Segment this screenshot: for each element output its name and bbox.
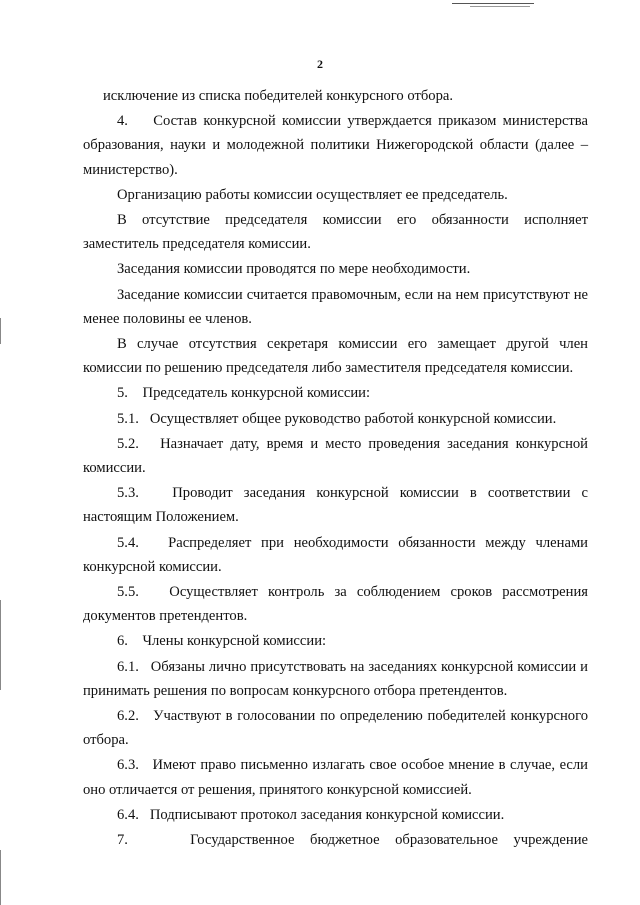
paragraph-item-5-5: 5.5. Осуществляет контроль за соблюдением сроков рассмотрения документов претендентов. (83, 584, 588, 625)
paragraph-item-6-3: 6.3. Имеют право письменно излагать свое особое мнение в случае, если оно отличается от решения, принятого конкурсной комиссией. (83, 757, 588, 798)
paragraph-item-4: 4. Состав конкурсной комиссии утверждается приказом министерства образования, науки и молодежной политики Нижегородской области (далее – министерство). (83, 113, 588, 178)
paragraph-item-6-1: 6.1. Обязаны лично присутствовать на заседаниях конкурсной комиссии и принимать решения по вопросам конкурсного отбора претендентов. (83, 658, 588, 699)
paragraph-item-5-2: 5.2. Назначает дату, время и место проведения заседания конкурсной комиссии. (83, 435, 588, 477)
paragraph-deputy-chair: В отсутствие председателя комиссии его обязанности исполняет заместитель председателя комиссии. (83, 212, 588, 253)
scan-margin-mark (0, 850, 1, 905)
scan-margin-mark (0, 318, 1, 344)
paragraph-item-5-1: 5.1. Осуществляет общее руководство работой конкурсной комиссии. (117, 410, 557, 427)
paragraph-item-5-4: 5.4. Распределяет при необходимости обязанности между членами конкурсной комиссии. (83, 534, 588, 575)
scan-margin-mark (0, 600, 1, 690)
paragraph-secretary-absence: В случае отсутствия секретаря комиссии его замещает другой член комиссии по решению председателя либо заместителя председателя комиссии. (83, 336, 588, 377)
paragraph-chair-organizes: Организацию работы комиссии осуществляет ее председатель. (117, 186, 508, 203)
header-rule (452, 3, 534, 4)
paragraph-item-6-2: 6.2. Участвуют в голосовании по определению победителей конкурсного отбора. (83, 708, 588, 749)
paragraph-continuation: исключение из списка победителей конкурсного отбора. (103, 88, 454, 104)
paragraph-item-7: 7. Государственное бюджетное образовательное учреждение (117, 832, 588, 849)
paragraph-item-5: 5. Председатель конкурсной комиссии: (117, 385, 371, 402)
paragraph-item-6-4: 6.4. Подписывают протокол заседания конкурсной комиссии. (117, 806, 505, 823)
document-body (83, 84, 588, 852)
header-rule-secondary (470, 6, 530, 7)
paragraph-quorum: Заседание комиссии считается правомочным, если на нем присутствуют не менее половины ее членов. (83, 286, 588, 327)
page-number: 2 (317, 57, 323, 71)
paragraph-item-5-3: 5.3. Проводит заседания конкурсной комиссии в соответствии с настоящим Положением. (83, 485, 588, 526)
paragraph-item-6: 6. Члены конкурсной комиссии: (117, 633, 327, 650)
paragraph-meetings-frequency: Заседания комиссии проводятся по мере необходимости. (117, 261, 471, 278)
